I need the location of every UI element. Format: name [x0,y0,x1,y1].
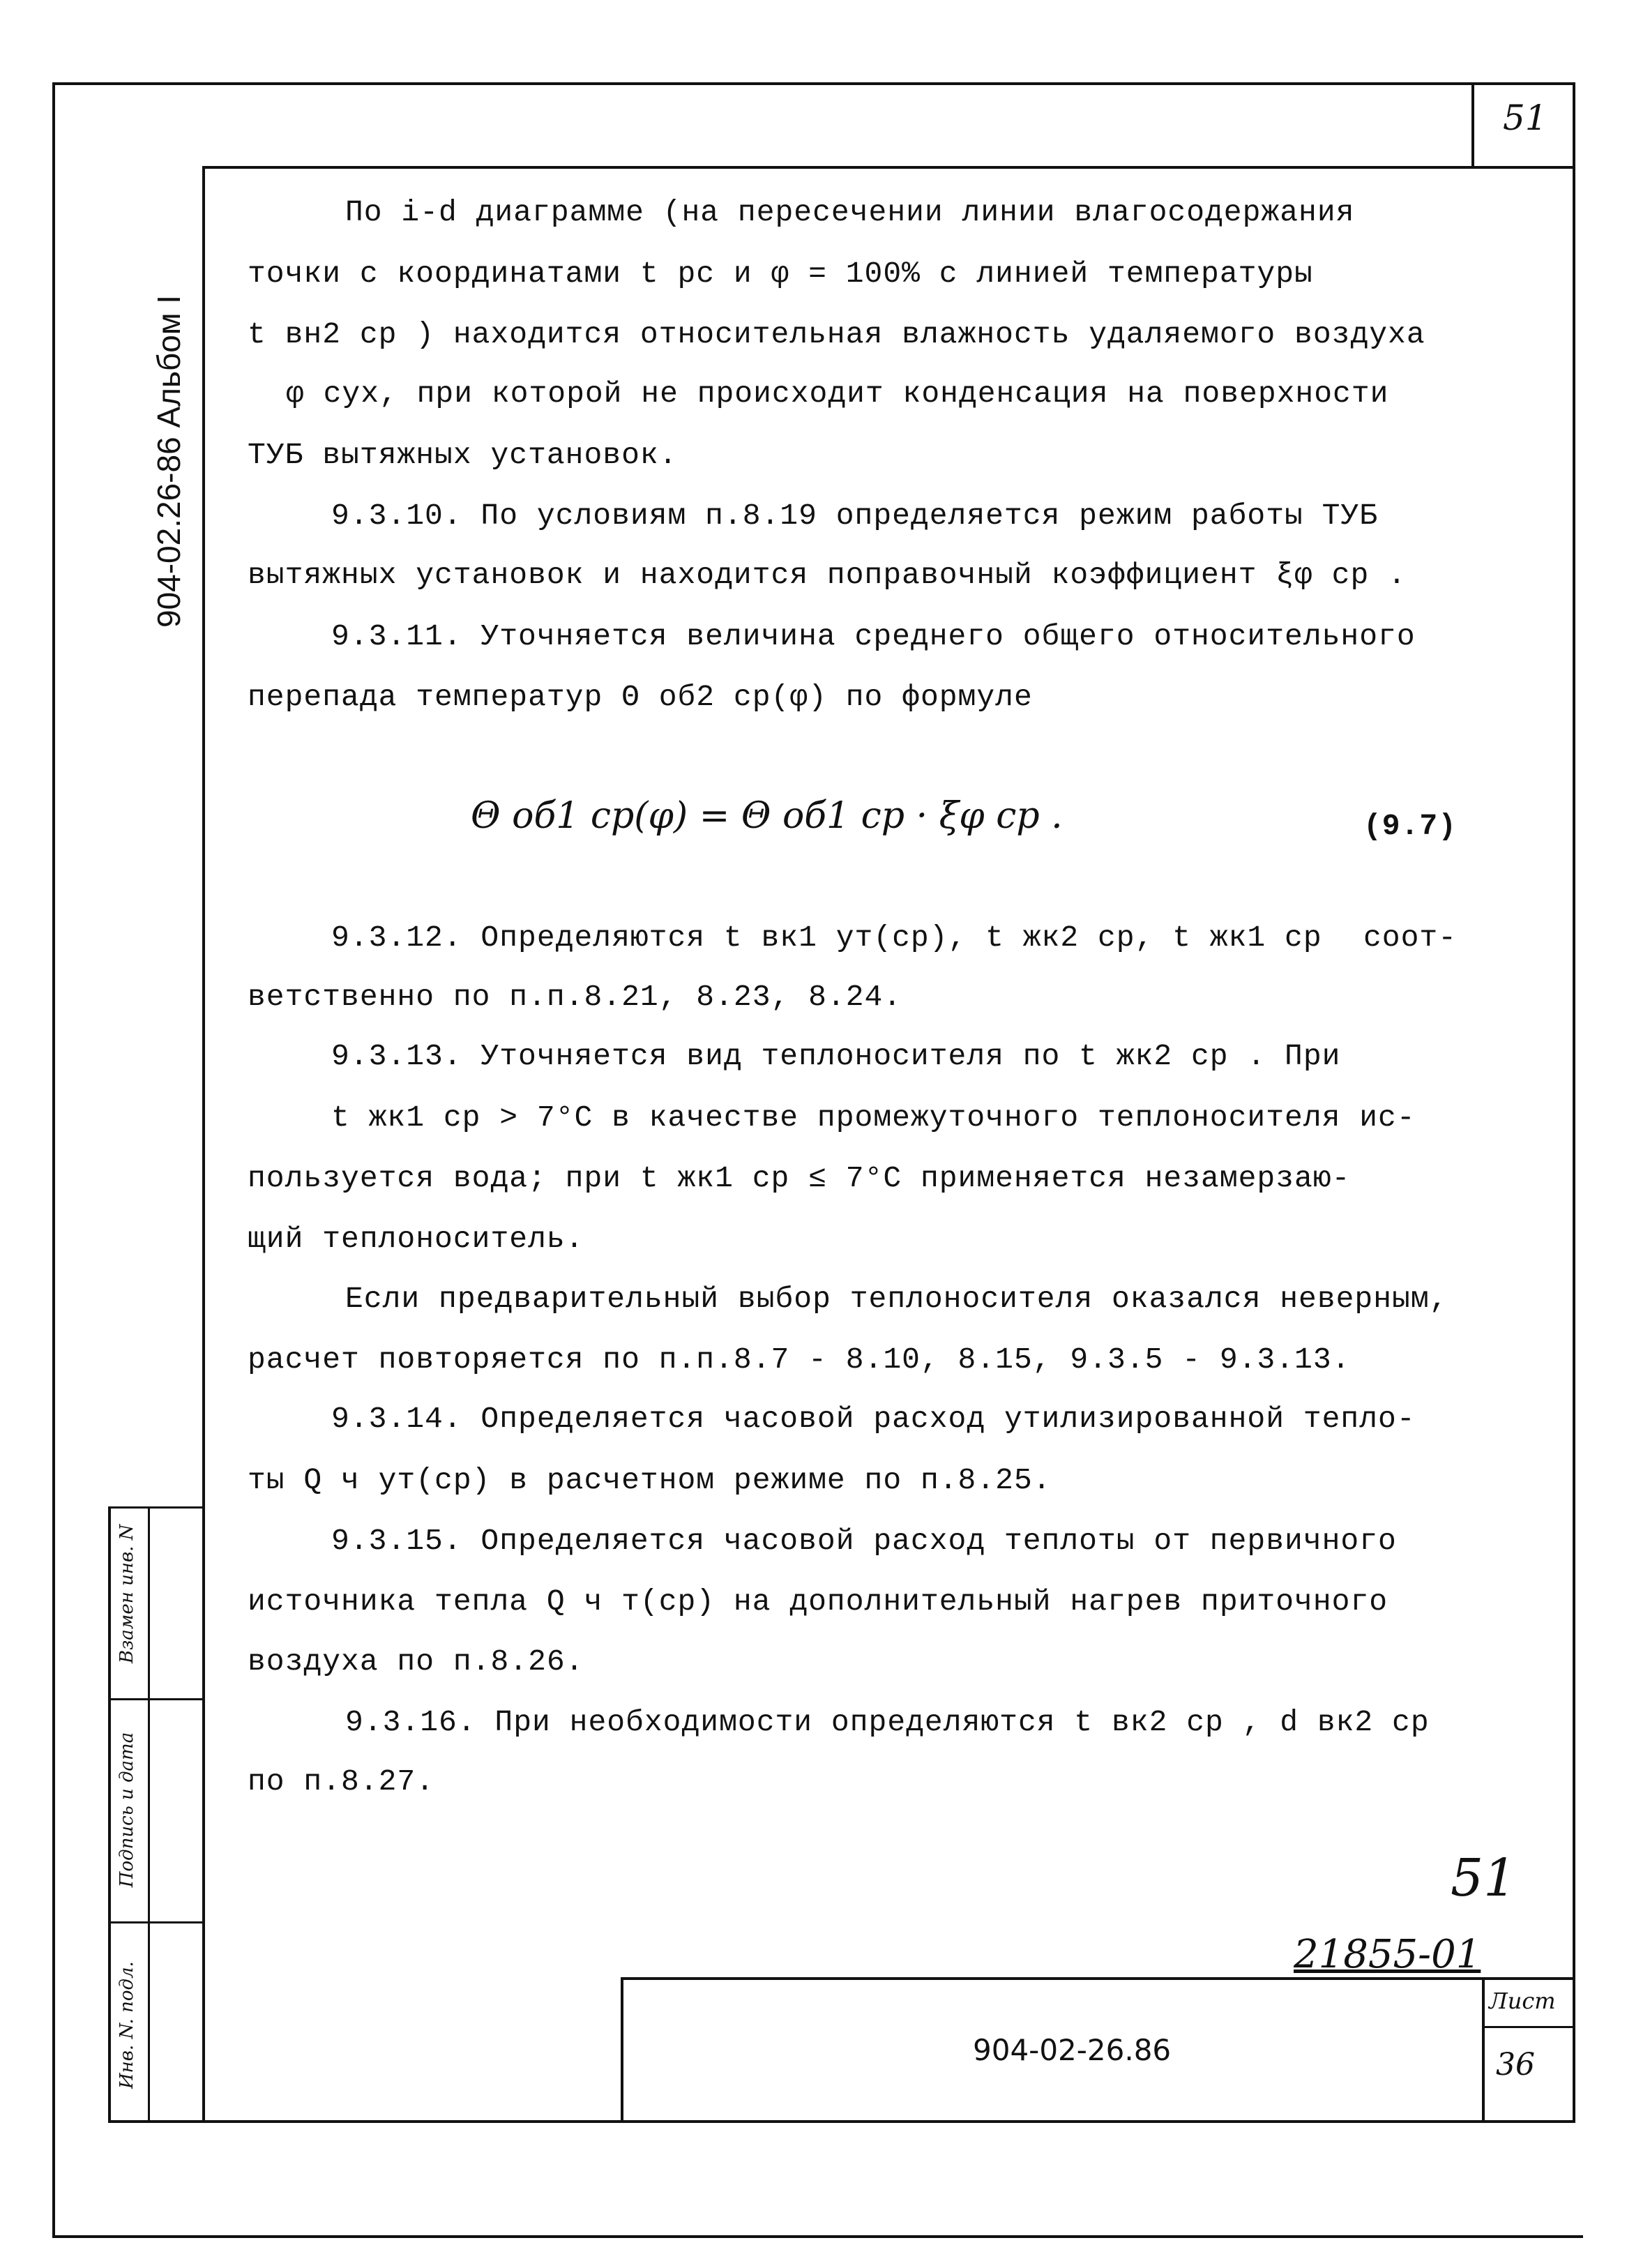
body-line: Если предварительный выбор теплоносителя оказался неверным, [345,1282,1448,1316]
body-line: расчет повторяется по п.п.8.7 - 8.10, 8.15, 9.3.5 - 9.3.13. [248,1343,1351,1377]
side-label: 904-02.26-86 Альбом I [151,294,187,628]
inner-frame-top [202,166,1573,169]
inner-frame-bottom [108,2120,1575,2123]
body-line: 9.3.12. Определяются t вк1 ут(ср), t жк2 ср, t жк1 ср [331,921,1322,955]
stamp-row-3 [108,1921,202,1923]
titleblock-sheet-left [1482,1977,1485,2122]
sheet-number: 36 [1496,2047,1535,2082]
body-line: 9.3.16. При необходимости определяются t вк2 ср , d вк2 ср [345,1705,1430,1739]
handwritten-page: 51 [1451,1848,1517,1908]
body-line: ты Q ч ут(ср) в расчетном режиме по п.8.25. [248,1463,1052,1497]
stamp-row-1 [108,1506,202,1509]
body-line: t жк1 ср > 7°С в качестве промежуточного теплоносителя ис- [331,1101,1416,1135]
outer-frame-left [52,82,55,2237]
body-line: 9.3.15. Определяется часовой расход теплоты от первичного [331,1524,1397,1558]
body-line: 9.3.11. Уточняется величина среднего общего относительного [331,619,1416,653]
body-line: пользуется вода; при t жк1 ср ≤ 7°С применяется незамерзаю- [248,1161,1351,1195]
page-number-top: 51 [1503,98,1547,138]
title-designation: 904-02-26.86 [973,2033,1172,2067]
stamp-col-mid [148,1506,150,2123]
body-line: источника тепла Q ч т(ср) на дополнительный нагрев приточного [248,1585,1388,1619]
body-line: φ сух, при которой не происходит конденсация на поверхности [286,377,1389,411]
body-line: щий теплоноситель. [248,1222,584,1256]
pagebox-left [1471,82,1474,166]
body-line: перепада температур Θ об2 ср(φ) по формуле [248,680,1033,714]
formula: Θ об1 ср(φ) = Θ об1 ср · ξφ ср . [471,795,1063,837]
stamp-inv-no: Инв. N. подл. [116,1961,137,2089]
sheet-label: Лист [1489,1988,1556,2014]
body-line: вытяжных установок и находится поправочный коэффициент ξφ ср . [248,558,1407,592]
inner-frame-right [1573,166,1575,2122]
doc-code-hand: 21855-01 [1294,1932,1481,1977]
titleblock-top [621,1977,1575,1980]
body-line: точки с координатами t рс и φ = 100% с линией температуры [248,257,1313,291]
body-line: 9.3.10. По условиям п.8.19 определяется режим работы ТУБ [331,499,1379,533]
stamp-replace-inv: Взамен инв. N [116,1524,137,1663]
stamp-col-left [108,1506,111,2123]
body-line: t вн2 ср ) находится относительная влажность удаляемого воздуха [248,317,1425,351]
body-line: По i-d диаграмме (на пересечении линии влагосодержания [345,195,1355,229]
inner-frame-left [202,166,205,2122]
body-line: 9.3.13. Уточняется вид теплоносителя по t жк2 ср . При [331,1039,1341,1073]
outer-frame-top [52,82,1489,85]
body-line: ТУБ вытяжных установок. [248,438,678,472]
titleblock-sheet-mid [1482,2026,1575,2028]
stamp-row-2 [108,1698,202,1700]
pagebox-right [1573,82,1575,166]
outer-frame-bottom [52,2235,1583,2238]
titleblock-left [621,1977,623,2122]
body-line: соот- [1363,921,1458,955]
formula-number: (9.7) [1363,809,1458,843]
pagebox-top [1471,82,1575,85]
stamp-signature-date: Подпись и дата [116,1732,137,1888]
body-line: воздуха по п.8.26. [248,1645,584,1679]
body-line: по п.8.27. [248,1764,435,1799]
body-line: ветственно по п.п.8.21, 8.23, 8.24. [248,980,902,1014]
body-line: 9.3.14. Определяется часовой расход утилизированной тепло- [331,1402,1416,1436]
